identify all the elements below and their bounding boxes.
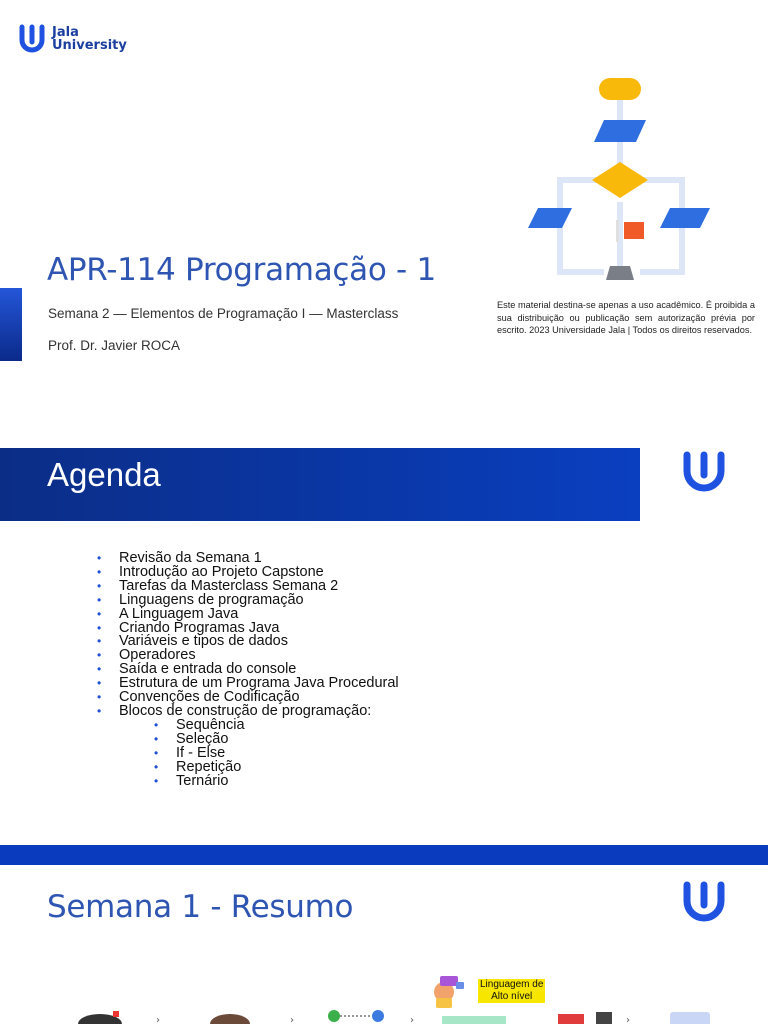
agenda-item-text: Saída e entrada do console: [119, 661, 297, 678]
agenda-item-text: Convenções de Codificação: [119, 689, 300, 706]
agenda-item: [97, 702, 399, 719]
slide-top-band: [0, 845, 768, 865]
bullet-icon: •: [154, 759, 159, 774]
svg-text:›: ›: [626, 1015, 630, 1024]
bullet-icon: •: [154, 773, 159, 788]
summary-title: Semana 1 - Resumo: [47, 889, 354, 925]
agenda-title: Agenda: [47, 456, 161, 493]
agenda-item-text: Estrutura de um Programa Java Procedural: [119, 675, 399, 692]
bullet-icon: •: [97, 620, 102, 635]
agenda-item-text: Operadores: [119, 647, 196, 664]
agenda-item-text: Seleção: [176, 730, 229, 747]
agenda-list: [97, 552, 399, 788]
agenda-item-text: Linguagens de programação: [119, 591, 304, 608]
agenda-item-text: Blocos de construção de programação:: [119, 702, 372, 719]
agenda-subitem: [97, 758, 399, 775]
bullet-icon: •: [97, 606, 102, 621]
bullet-icon: •: [97, 676, 102, 691]
bullet-icon: •: [97, 578, 102, 593]
logo-line2: University: [52, 38, 127, 53]
bullet-icon: •: [97, 564, 102, 579]
agenda-subitem: [97, 772, 399, 789]
jala-u-logo-icon: [681, 451, 727, 493]
code-block-icon: [442, 1016, 506, 1024]
agenda-item-text: Repetição: [176, 758, 242, 775]
monitor-icon: [558, 1014, 584, 1024]
agenda-subitem: [97, 744, 399, 761]
agenda-item-text: Criando Programas Java: [119, 619, 280, 636]
bullet-icon: •: [97, 634, 102, 649]
agenda-item-text: If - Else: [176, 744, 226, 761]
presentation-subtitle: Semana 2 — Elementos de Programação I — Masterclass: [48, 306, 399, 321]
bullet-icon: •: [97, 690, 102, 705]
device-icon: [596, 1012, 612, 1024]
bullet-icon: •: [97, 551, 102, 565]
agenda-item-text: Tarefas da Masterclass Semana 2: [119, 577, 339, 594]
logo-line1: Jala: [52, 25, 79, 40]
agenda-subitem: [97, 716, 399, 733]
flowchart-icon: [520, 70, 720, 285]
jala-u-logo-icon: [681, 881, 727, 923]
presentation-title: APR-114 Programação - 1: [47, 252, 436, 288]
agenda-item-text: Ternário: [176, 772, 229, 789]
jala-u-logo-icon: [18, 24, 46, 54]
agenda-subitem: [97, 730, 399, 747]
summary-diagram-strip: [60, 1008, 768, 1024]
jala-university-logo: [18, 24, 127, 54]
agenda-item-text: A Linguagem Java: [119, 605, 239, 622]
high-level-language-label: Linguagem de Alto nível: [480, 979, 544, 1002]
gear-head-icon: [210, 1014, 250, 1024]
bullet-icon: •: [154, 731, 159, 746]
bomb-spark-icon: [113, 1011, 119, 1017]
high-level-language-robot-icon: [432, 972, 478, 1012]
document-icon: [670, 1012, 710, 1024]
step-one-icon: [328, 1010, 340, 1022]
bullet-icon: •: [97, 703, 102, 718]
bullet-icon: •: [154, 717, 159, 732]
svg-text:›: ›: [156, 1015, 160, 1024]
copyright-disclaimer: Este material destina-se apenas a uso acadêmico. É proibida a sua distribuição ou publicação sem autorização prévia por escrito. 2023 Universidade Jala | Todos os direitos reservados.: [497, 300, 755, 335]
svg-text:›: ›: [410, 1015, 414, 1024]
agenda-item-text: Variáveis e tipos de dados: [119, 633, 289, 650]
agenda-item-text: Revisão da Semana 1: [119, 550, 262, 566]
bullet-icon: •: [97, 648, 102, 663]
bullet-icon: •: [97, 662, 102, 677]
title-accent-bar: [0, 288, 22, 361]
agenda-item-text: Sequência: [176, 716, 245, 733]
bullet-icon: •: [97, 592, 102, 607]
bullet-icon: •: [154, 745, 159, 760]
agenda-item-text: Introdução ao Projeto Capstone: [119, 563, 324, 580]
presentation-author: Prof. Dr. Javier ROCA: [48, 338, 181, 353]
svg-text:›: ›: [290, 1015, 294, 1024]
step-two-icon: [372, 1010, 384, 1022]
